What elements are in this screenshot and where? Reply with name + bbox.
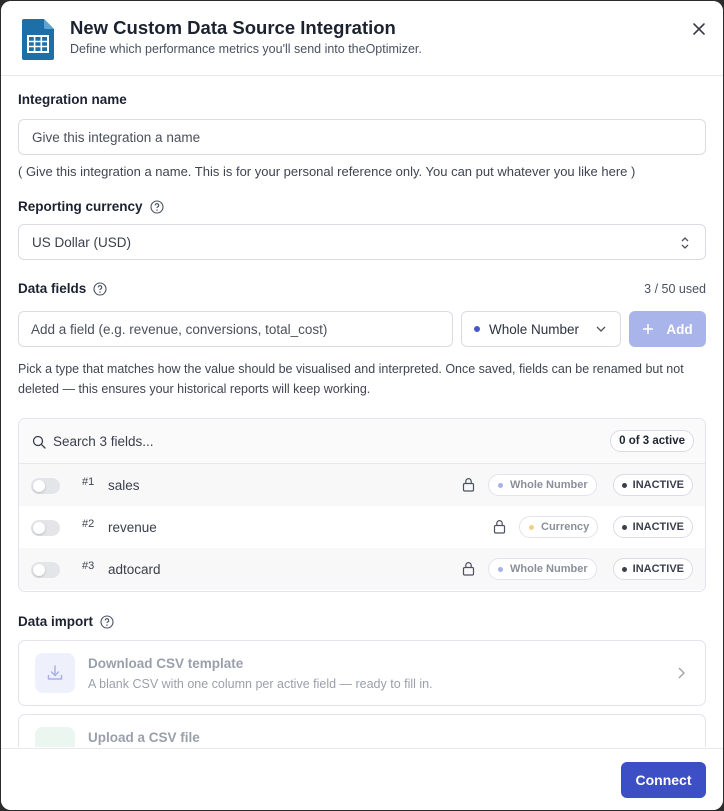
download-icon-wrap — [35, 653, 75, 693]
close-icon[interactable] — [689, 19, 709, 39]
download-csv-template-card[interactable] — [18, 640, 706, 706]
field-type-badge: Currency — [519, 516, 598, 538]
fields-search-row — [19, 419, 705, 464]
integration-name-label: Integration name — [18, 92, 127, 107]
data-fields-label: Data fields — [18, 281, 107, 296]
chevron-down-icon — [596, 326, 606, 333]
help-icon[interactable] — [100, 615, 114, 629]
lock-icon — [462, 561, 475, 576]
status-badge: INACTIVE — [613, 558, 693, 580]
help-icon[interactable] — [150, 200, 164, 214]
modal-header — [1, 1, 723, 76]
field-active-toggle[interactable] — [31, 520, 60, 536]
fields-table — [18, 418, 706, 592]
upload-icon-wrap — [35, 727, 75, 747]
modal-subtitle: Define which performance metrics you'll send into theOptimizer. — [70, 42, 422, 56]
type-dot — [474, 326, 480, 332]
download-icon — [45, 663, 65, 683]
active-count-badge: 0 of 3 active — [610, 430, 694, 452]
chevron-right-icon — [677, 667, 685, 679]
modal-body — [1, 77, 723, 747]
field-number: #3 — [82, 560, 95, 572]
field-name: sales — [108, 478, 140, 493]
field-type-badge: Whole Number — [488, 558, 597, 580]
plus-icon — [642, 323, 654, 335]
integration-name-input[interactable] — [18, 119, 706, 155]
field-number: #2 — [82, 518, 95, 530]
status-badge: INACTIVE — [613, 516, 693, 538]
connect-button[interactable]: Connect — [621, 762, 706, 798]
field-type-badge: Whole Number — [488, 474, 597, 496]
add-field-input[interactable] — [18, 311, 453, 347]
field-name: adtocard — [108, 562, 161, 577]
field-number: #1 — [82, 476, 95, 488]
currency-select-value: US Dollar (USD) — [32, 234, 132, 250]
download-csv-subtitle: A blank CSV with one column per active field — ready to fill in. — [88, 677, 433, 691]
help-icon[interactable] — [93, 282, 107, 296]
upload-csv-card[interactable] — [18, 714, 706, 747]
reporting-currency-label: Reporting currency — [18, 199, 164, 214]
table-row — [19, 506, 705, 548]
field-active-toggle[interactable] — [31, 478, 60, 494]
add-field-label: Add — [666, 321, 693, 337]
table-row — [19, 548, 705, 590]
field-type-description: Pick a type that matches how the value should be visualised and interpreted. Once saved, fields can be renamed but not deleted — this ensures your historical reports will keep working. — [18, 362, 684, 396]
lock-icon — [493, 519, 506, 534]
fields-search-input[interactable]: Search 3 fields... — [53, 434, 154, 449]
modal-title: New Custom Data Source Integration — [70, 17, 396, 38]
field-active-toggle[interactable] — [31, 562, 60, 578]
download-csv-title: Download CSV template — [88, 656, 244, 671]
upload-csv-title: Upload a CSV file — [88, 730, 200, 745]
table-row — [19, 464, 705, 506]
modal-footer — [1, 748, 723, 810]
search-icon — [32, 435, 46, 449]
chevron-up-down-icon — [679, 236, 691, 250]
lock-icon — [462, 477, 475, 492]
spreadsheet-icon — [22, 19, 54, 60]
field-name: revenue — [108, 520, 157, 535]
fields-used-count: 3 / 50 used — [644, 282, 706, 296]
field-type-value: Whole Number — [489, 321, 580, 337]
integration-modal — [1, 1, 723, 810]
status-badge: INACTIVE — [613, 474, 693, 496]
data-import-label: Data import — [18, 614, 114, 629]
field-type-select[interactable] — [461, 311, 621, 347]
integration-name-hint: ( Give this integration a name. This is for your personal reference only. You can put whatever you like here ) — [18, 164, 636, 179]
add-field-button[interactable] — [629, 311, 706, 347]
currency-select[interactable] — [18, 224, 706, 260]
